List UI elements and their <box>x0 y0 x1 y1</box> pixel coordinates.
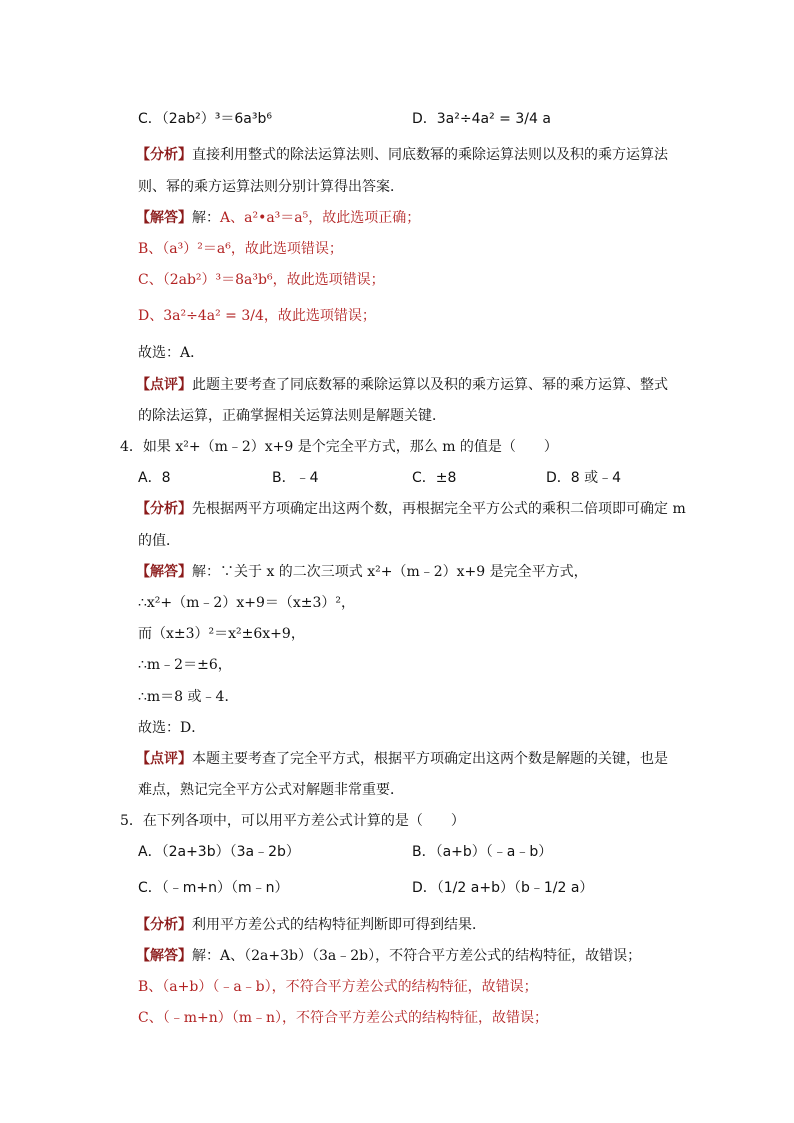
q3-analysis-line2: 则、幂的乘方运算法则分别计算得出答案． <box>138 179 404 195</box>
q5-analysis: 【分析】利用平方差公式的结构特征判断即可得到结果． <box>136 917 486 933</box>
answer-tag: 【解答】 <box>136 210 192 226</box>
q3-choice: 故选：A． <box>138 345 205 361</box>
answer-tag: 【解答】 <box>136 948 192 964</box>
q4-option-d: D．8 或﹣4 <box>546 470 622 486</box>
q3-answer-c: C、（2ab²）³＝8a³b⁶，故此选项错误； <box>138 272 385 288</box>
analysis-tag: 【分析】 <box>136 917 192 933</box>
q4-analysis: 【分析】先根据两平方项确定出这两个数，再根据完全平方公式的乘积二倍项即可确定 m <box>136 501 686 517</box>
q3-option-c: C．（2ab²）³＝6a³b⁶ <box>138 111 272 127</box>
q4-comment: 【点评】本题主要考查了完全平方式，根据平方项确定出这两个数是解题的关键，也是 <box>136 751 668 767</box>
q4-comment-line2: 难点，熟记完全平方公式对解题非常重要． <box>138 782 404 798</box>
q4-answer-5: ∴m＝8 或﹣4． <box>138 689 239 705</box>
q5-option-a: A．（2a+3b）（3a﹣2b） <box>138 844 300 860</box>
q5-stem: 5．在下列各项中，可以用平方差公式计算的是（ ） <box>120 813 465 829</box>
q4-stem: 4．如果 x²+（m﹣2）x+9 是个完全平方式，那么 m 的值是（ ） <box>120 439 558 455</box>
q4-answer-2: ∴x²+（m﹣2）x+9＝（x±3）²， <box>138 595 356 611</box>
q4-answer: 【解答】解：∵关于 x 的二次三项式 x²+（m﹣2）x+9 是完全平方式， <box>136 564 588 580</box>
q4-answer-3: 而（x±3）²＝x²±6x+9， <box>138 626 305 642</box>
q4-choice: 故选：D． <box>138 720 206 736</box>
q3-analysis: 【分析】直接利用整式的除法运算法则、同底数幂的乘除运算法则以及积的乘方运算法 <box>136 147 668 163</box>
q3-comment-line2: 的除法运算，正确掌握相关运算法则是解题关键． <box>138 408 446 424</box>
q3-answer: 【解答】解：A、a²•a³＝a⁵，故此选项正确； <box>136 210 421 226</box>
q5-answer-c: C、（﹣m+n）（m﹣n），不符合平方差公式的结构特征，故错误； <box>138 1010 549 1026</box>
q4-option-b: B．﹣4 <box>272 470 319 486</box>
analysis-tag: 【分析】 <box>136 501 192 517</box>
q3-answer-b: B、（a³）²＝a⁶，故此选项错误； <box>138 241 343 257</box>
q3-option-d: D．3a²÷4a² = 3/4 a <box>412 111 551 127</box>
q4-option-a: A．8 <box>138 470 171 486</box>
q5-option-c: C．（﹣m+n）（m﹣n） <box>138 880 289 896</box>
q4-option-c: C．±8 <box>412 470 457 486</box>
comment-tag: 【点评】 <box>136 377 192 393</box>
comment-tag: 【点评】 <box>136 751 192 767</box>
q3-comment: 【点评】此题主要考查了同底数幂的乘除运算以及积的乘方运算、幂的乘方运算、整式 <box>136 377 668 393</box>
q4-answer-4: ∴m﹣2＝±6， <box>138 657 232 673</box>
q3-answer-d: D、3a²÷4a² = 3/4，故此选项错误； <box>138 308 376 324</box>
q5-option-b: B．（a+b）（﹣a﹣b） <box>412 844 553 860</box>
q5-answer: 【解答】解：A、（2a+3b）（3a﹣2b），不符合平方差公式的结构特征，故错误； <box>136 948 642 964</box>
q5-answer-b: B、（a+b）（﹣a﹣b），不符合平方差公式的结构特征，故错误； <box>138 979 538 995</box>
q5-option-d: D．（1/2 a+b）（b﹣1/2 a） <box>412 880 594 896</box>
analysis-tag: 【分析】 <box>136 147 192 163</box>
q4-analysis-line2: 的值． <box>138 533 180 549</box>
answer-tag: 【解答】 <box>136 564 192 580</box>
